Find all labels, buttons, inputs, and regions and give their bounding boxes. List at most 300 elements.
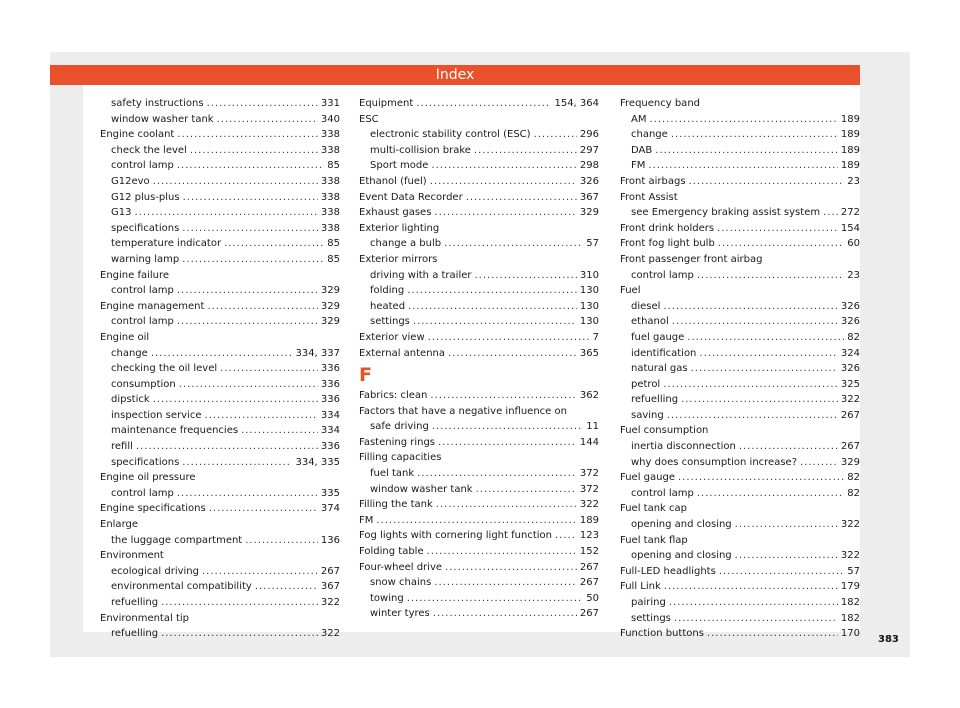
index-term: Exterior view	[359, 331, 425, 343]
page-reference: 267	[840, 441, 860, 453]
index-entry	[359, 513, 599, 529]
dot-leader	[474, 268, 576, 284]
index-term: Folding table	[359, 546, 424, 558]
dot-leader	[179, 377, 318, 393]
page-reference: 130	[579, 300, 599, 312]
index-subentry	[620, 346, 860, 362]
page-reference: 130	[579, 285, 599, 297]
index-term: change	[111, 347, 148, 359]
index-term: change a bulb	[370, 238, 442, 250]
index-subentry	[100, 579, 340, 595]
index-term: temperature indicator	[111, 238, 222, 250]
dot-leader	[717, 221, 838, 237]
index-entry	[620, 423, 860, 439]
index-term: change	[631, 129, 668, 141]
index-subentry	[359, 466, 599, 482]
page-reference: 11	[586, 421, 599, 433]
index-entry	[359, 190, 599, 206]
dot-leader	[417, 466, 577, 482]
dot-leader	[153, 174, 318, 190]
index-subentry	[620, 299, 860, 315]
index-term: why does consumption increase?	[631, 456, 798, 468]
dot-leader	[209, 501, 318, 517]
dot-leader	[177, 283, 318, 299]
index-subentry	[100, 423, 340, 439]
index-term: DAB	[631, 144, 653, 156]
dot-leader	[432, 419, 583, 435]
index-term: Enlarge	[100, 519, 138, 531]
index-term: Environmental tip	[100, 612, 189, 624]
dot-leader	[136, 439, 318, 455]
dot-leader	[245, 533, 318, 549]
index-subentry	[100, 533, 340, 549]
dot-leader	[669, 595, 838, 611]
index-term: Front Assist	[620, 191, 678, 203]
index-term: Front passenger front airbag	[620, 253, 763, 265]
index-term: checking the oil level	[111, 363, 218, 375]
index-subentry	[359, 482, 599, 498]
page-reference: 85	[327, 253, 340, 265]
index-term: inspection service	[111, 409, 202, 421]
index-term: Exterior lighting	[359, 222, 440, 234]
index-subentry	[100, 190, 340, 206]
index-subentry	[620, 408, 860, 424]
page-reference: 179	[840, 581, 860, 593]
dot-leader	[444, 236, 583, 252]
dot-leader	[648, 158, 838, 174]
index-column-2	[359, 96, 599, 622]
index-entry	[620, 470, 860, 486]
index-term: snow chains	[370, 577, 432, 589]
index-term: Fog lights with cornering light function	[359, 530, 552, 542]
page-reference: 329	[320, 316, 340, 328]
index-term: AM	[631, 113, 647, 125]
page-reference: 365	[579, 347, 599, 359]
page-reference: 334, 337	[295, 347, 340, 359]
dot-leader	[177, 158, 324, 174]
index-subentry	[100, 143, 340, 159]
index-column-3	[620, 96, 860, 642]
index-term: petrol	[631, 378, 661, 390]
dot-leader	[255, 579, 318, 595]
dot-leader	[448, 346, 577, 362]
index-entry	[100, 611, 340, 627]
page-reference: 23	[847, 269, 860, 281]
index-subentry	[100, 96, 340, 112]
page-reference: 85	[327, 238, 340, 250]
page-reference: 338	[320, 207, 340, 219]
dot-leader	[161, 595, 318, 611]
index-term: control lamp	[111, 487, 174, 499]
dot-leader	[407, 591, 584, 607]
page-reference: 189	[579, 514, 599, 526]
index-term: diesel	[631, 300, 661, 312]
index-subentry	[100, 174, 340, 190]
index-term: control lamp	[631, 269, 694, 281]
page-reference: 331	[320, 98, 340, 109]
index-term: electronic stability control (ESC)	[370, 129, 531, 141]
dot-leader	[474, 143, 577, 159]
index-term: warning lamp	[111, 253, 180, 265]
index-entry	[620, 283, 860, 299]
index-term: Full Link	[620, 581, 661, 593]
index-term: Engine management	[100, 300, 205, 312]
index-subentry	[620, 377, 860, 393]
index-subentry	[100, 314, 340, 330]
index-subentry	[620, 361, 860, 377]
index-subentry	[359, 283, 599, 299]
index-entry	[100, 501, 340, 517]
index-entry	[359, 205, 599, 221]
index-subentry	[100, 455, 340, 471]
index-entry	[359, 112, 599, 128]
index-term: environmental compatibility	[111, 581, 252, 593]
dot-leader	[182, 252, 324, 268]
dot-leader	[649, 112, 837, 128]
index-term: window washer tank	[111, 113, 214, 125]
index-subentry	[100, 236, 340, 252]
page-reference: 338	[320, 144, 340, 156]
index-entry	[100, 470, 340, 486]
page-reference: 322	[840, 550, 860, 562]
dot-leader	[428, 330, 590, 346]
dot-leader	[217, 112, 318, 128]
dot-leader	[681, 392, 838, 408]
index-term: Engine coolant	[100, 129, 175, 141]
index-term: identification	[631, 347, 697, 359]
page-reference: 267	[579, 561, 599, 573]
index-term: Fuel consumption	[620, 425, 709, 437]
index-term: window washer tank	[370, 483, 473, 495]
index-entry	[359, 435, 599, 451]
page-reference: 372	[579, 483, 599, 495]
page-reference: 334, 335	[295, 456, 340, 468]
index-term: FM	[359, 514, 374, 526]
index-subentry	[620, 158, 860, 174]
dot-leader	[739, 439, 838, 455]
index-term: folding	[370, 285, 405, 297]
page-reference: 374	[320, 503, 340, 515]
dot-leader	[663, 299, 837, 315]
dot-leader	[224, 236, 324, 252]
page-reference: 326	[840, 363, 860, 375]
index-subentry	[359, 606, 599, 622]
index-entry	[359, 528, 599, 544]
page-reference: 57	[847, 565, 860, 577]
index-term: towing	[370, 592, 404, 604]
index-subentry	[100, 346, 340, 362]
page-reference: 362	[579, 390, 599, 402]
dot-leader	[823, 205, 838, 221]
page-reference: 170	[840, 628, 860, 640]
index-subentry	[620, 611, 860, 627]
page-reference: 329	[840, 456, 860, 468]
page-reference: 144	[579, 436, 599, 448]
index-term: control lamp	[111, 316, 174, 328]
index-subentry	[620, 392, 860, 408]
index-entry	[359, 560, 599, 576]
index-term: control lamp	[111, 285, 174, 297]
index-term: Engine failure	[100, 269, 170, 281]
dot-leader	[707, 626, 838, 642]
page-reference: 57	[586, 238, 599, 250]
dot-leader	[416, 96, 551, 112]
page-reference: 340	[320, 113, 340, 125]
index-term: safe driving	[370, 421, 429, 433]
index-subentry	[620, 205, 860, 221]
index-term: settings	[370, 316, 410, 328]
index-term: FM	[631, 160, 646, 172]
index-entry	[359, 96, 599, 112]
index-term: Engine specifications	[100, 503, 206, 515]
index-subentry	[620, 330, 860, 346]
index-term: safety instructions	[111, 98, 204, 109]
index-term: refuelling	[631, 394, 679, 406]
page-reference: 298	[579, 160, 599, 172]
dot-leader	[434, 205, 577, 221]
index-subentry	[620, 143, 860, 159]
index-term: Full-LED headlights	[620, 565, 716, 577]
dot-leader	[800, 455, 838, 471]
index-subentry	[359, 299, 599, 315]
dot-leader	[241, 423, 318, 439]
index-subentry	[620, 548, 860, 564]
page-reference: 336	[320, 394, 340, 406]
index-term: ESC	[359, 113, 379, 125]
page-reference: 325	[840, 378, 860, 390]
index-subentry	[620, 268, 860, 284]
index-column-1	[100, 96, 340, 642]
dot-leader	[689, 174, 845, 190]
dot-leader	[678, 470, 844, 486]
page-reference: 82	[847, 331, 860, 343]
index-subentry	[620, 439, 860, 455]
dot-leader	[667, 408, 838, 424]
dot-leader	[655, 143, 838, 159]
index-term: Engine oil pressure	[100, 472, 196, 484]
index-term: Front airbags	[620, 175, 686, 187]
dot-leader	[691, 361, 838, 377]
page-reference: 322	[579, 499, 599, 511]
index-entry	[620, 190, 860, 206]
index-entry	[620, 501, 860, 517]
index-entry	[620, 533, 860, 549]
page-reference: 189	[840, 113, 860, 125]
index-term: ethanol	[631, 316, 669, 328]
index-subentry	[100, 439, 340, 455]
index-term: Equipment	[359, 98, 414, 109]
index-subentry	[100, 221, 340, 237]
index-term: dipstick	[111, 394, 150, 406]
index-term: Frequency band	[620, 98, 700, 109]
page-reference: 322	[320, 597, 340, 608]
dot-leader	[430, 388, 577, 404]
dot-leader	[204, 408, 317, 424]
index-term: Event Data Recorder	[359, 191, 463, 203]
dot-leader	[183, 190, 318, 206]
section-letter: F	[359, 364, 372, 387]
dot-leader	[445, 560, 577, 576]
dot-leader	[735, 548, 838, 564]
index-entry	[620, 174, 860, 190]
index-term: Four-wheel drive	[359, 561, 443, 573]
index-subentry	[100, 283, 340, 299]
page-reference: 60	[847, 238, 860, 250]
dot-leader	[151, 346, 293, 362]
index-entry	[359, 346, 599, 362]
index-entry	[359, 221, 599, 237]
dot-leader	[207, 299, 317, 315]
page-reference: 372	[579, 468, 599, 480]
dot-leader	[177, 127, 318, 143]
index-term: refuelling	[111, 628, 159, 640]
page-reference: 154, 364	[554, 98, 599, 109]
page-reference: 329	[320, 285, 340, 297]
index-term: inertia disconnection	[631, 441, 736, 453]
page-reference: 50	[586, 592, 599, 604]
index-subentry	[100, 158, 340, 174]
index-subentry	[100, 486, 340, 502]
page-reference: 189	[840, 160, 860, 172]
page-reference: 322	[840, 519, 860, 531]
index-subentry	[359, 591, 599, 607]
page-reference: 296	[579, 129, 599, 141]
index-term: control lamp	[631, 487, 694, 499]
index-subentry	[100, 595, 340, 611]
dot-leader	[719, 564, 844, 580]
index-term: fuel gauge	[631, 331, 685, 343]
dot-leader	[697, 486, 844, 502]
dot-leader	[434, 575, 577, 591]
index-term: G12 plus-plus	[111, 191, 180, 203]
page-reference: 324	[840, 347, 860, 359]
index-term: Exhaust gases	[359, 207, 432, 219]
index-term: driving with a trailer	[370, 269, 472, 281]
page-reference: 130	[579, 316, 599, 328]
dot-leader	[134, 205, 317, 221]
page-reference: 338	[320, 175, 340, 187]
index-entry	[620, 564, 860, 580]
dot-leader	[534, 127, 577, 143]
index-subentry	[359, 143, 599, 159]
page-reference: 82	[847, 487, 860, 499]
page-reference: 329	[579, 207, 599, 219]
index-term: Factors that have a negative influence on	[359, 405, 567, 417]
page-reference: 297	[579, 144, 599, 156]
page-reference: 267	[579, 608, 599, 620]
index-entry	[100, 517, 340, 533]
dot-leader	[699, 346, 838, 362]
index-term: Fuel tank cap	[620, 503, 687, 515]
index-entry	[100, 330, 340, 346]
index-term: multi-collision brake	[370, 144, 471, 156]
index-term: refuelling	[111, 597, 159, 608]
index-subentry	[100, 377, 340, 393]
index-subentry	[620, 595, 860, 611]
page-reference: 136	[320, 534, 340, 546]
dot-leader	[220, 361, 318, 377]
index-term: Fuel gauge	[620, 472, 675, 484]
page-reference: 7	[592, 331, 599, 343]
page-reference: 123	[579, 530, 599, 542]
index-subentry	[100, 626, 340, 642]
index-header: Index	[50, 65, 860, 85]
index-entry	[359, 497, 599, 513]
page-number: 383	[878, 634, 899, 645]
index-subentry	[359, 236, 599, 252]
page-reference: 338	[320, 129, 340, 141]
dot-leader	[407, 283, 577, 299]
page-reference: 322	[840, 394, 860, 406]
index-term: saving	[631, 409, 664, 421]
index-term: Front drink holders	[620, 222, 715, 234]
index-entry	[359, 174, 599, 190]
index-subentry	[620, 517, 860, 533]
dot-leader	[161, 626, 318, 642]
page-reference: 334	[320, 409, 340, 421]
page-reference: 326	[840, 300, 860, 312]
index-entry	[100, 268, 340, 284]
index-term: External antenna	[359, 347, 446, 359]
index-entry	[359, 330, 599, 346]
page-reference: 154	[840, 222, 860, 234]
index-term: consumption	[111, 378, 176, 390]
dot-leader	[427, 544, 577, 560]
index-entry	[359, 252, 599, 268]
page-reference: 367	[320, 581, 340, 593]
page-reference: 267	[579, 577, 599, 589]
index-entry	[100, 127, 340, 143]
page-reference: 272	[840, 207, 860, 219]
index-entry	[359, 544, 599, 560]
index-subentry	[620, 486, 860, 502]
dot-leader	[718, 236, 844, 252]
index-term: Fuel tank flap	[620, 534, 688, 546]
index-entry	[620, 252, 860, 268]
page-reference: 334	[320, 425, 340, 437]
page-reference: 367	[579, 191, 599, 203]
dot-leader	[202, 564, 318, 580]
dot-leader	[555, 528, 577, 544]
dot-leader	[476, 482, 577, 498]
page-reference: 82	[847, 472, 860, 484]
index-subentry	[359, 575, 599, 591]
dot-leader	[735, 517, 838, 533]
page-reference: 329	[320, 300, 340, 312]
index-term: G13	[111, 207, 132, 219]
index-term: control lamp	[111, 160, 174, 172]
index-entry	[620, 579, 860, 595]
index-entry	[100, 548, 340, 564]
index-term: Filling capacities	[359, 452, 442, 464]
index-subentry	[100, 252, 340, 268]
index-term: ecological driving	[111, 565, 199, 577]
index-subentry	[620, 112, 860, 128]
index-term: Function buttons	[620, 628, 704, 640]
page-reference: 152	[579, 546, 599, 558]
index-term: heated	[370, 300, 406, 312]
index-subentry	[620, 455, 860, 471]
index-subentry	[100, 408, 340, 424]
page-reference: 326	[840, 316, 860, 328]
page-reference: 335	[320, 487, 340, 499]
index-subentry	[620, 127, 860, 143]
page-reference: 189	[840, 144, 860, 156]
page-reference: 336	[320, 441, 340, 453]
index-term: settings	[631, 612, 671, 624]
dot-leader	[674, 611, 838, 627]
index-term: Fuel	[620, 285, 641, 297]
